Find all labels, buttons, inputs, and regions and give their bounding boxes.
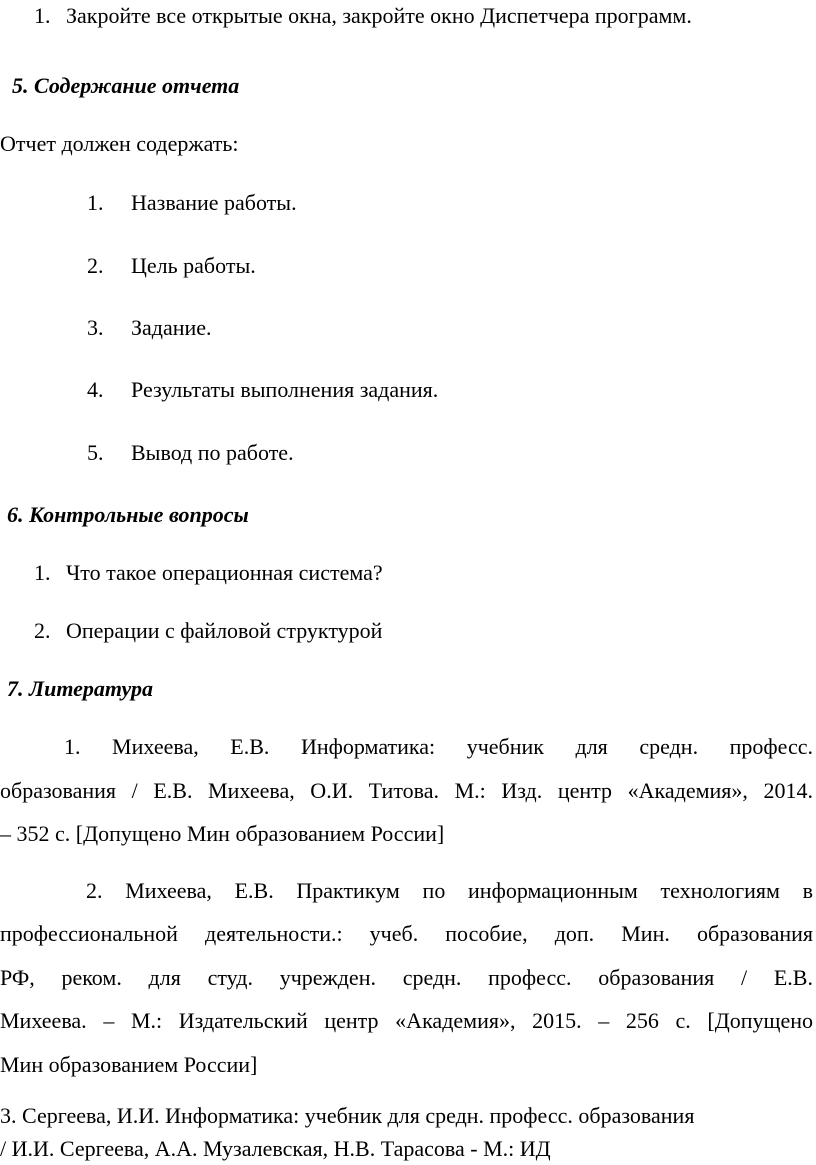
reference-line: образования / Е.В. Михеева, О.И. Титова. М.: Изд. центр «Академия», 2014. (0, 778, 813, 803)
reference-line: Мин образованием России] (0, 1052, 258, 1077)
section5-item-text: Цель работы. (131, 253, 256, 278)
section5-item-text: Задание. (131, 315, 212, 340)
section5-item-number: 2. (87, 253, 104, 278)
section6-item-text: Что такое операционная система? (66, 560, 383, 585)
section6-item-number: 1. (34, 560, 51, 585)
section6-item-text: Операции с файловой структурой (66, 618, 383, 643)
section5-item-text: Результаты выполнения задания. (131, 377, 439, 402)
reference-line: 3. Сергеева, И.И. Информатика: учебник для средн. професс. образования (0, 1103, 695, 1128)
section5-item-number: 4. (87, 377, 104, 402)
section5-item-number: 5. (87, 440, 104, 465)
reference-line: РФ, реком. для студ. учрежден. средн. професс. образования / Е.В. (0, 965, 813, 990)
section7-title: 7. Литература (7, 676, 153, 701)
reference-line: – 352 с. [Допущено Мин образованием России] (0, 821, 445, 846)
section5-item-text: Название работы. (131, 190, 297, 215)
reference-line: Михеева. – М.: Издательский центр «Академия», 2015. – 256 с. [Допущено (0, 1008, 813, 1033)
section5-item-text: Вывод по работе. (131, 440, 294, 465)
section5-intro: Отчет должен содержать: (0, 131, 239, 156)
section6-item-number: 2. (34, 618, 51, 643)
reference-line: 1. Михеева, Е.В. Информатика: учебник для средн. професс. (64, 734, 813, 759)
section5-item-number: 3. (87, 315, 104, 340)
section5-title: 5. Содержание отчета (12, 73, 240, 98)
top-item-number: 1. (34, 3, 51, 28)
reference-line: 2. Михеева, Е.В. Практикум по информационным технологиям в (86, 878, 813, 903)
reference-line: профессиональной деятельности.: учеб. пособие, доп. Мин. образования (0, 921, 813, 946)
reference-line: / И.И. Сергеева, А.А. Музалевская, Н.В. Тарасова - М.: ИД (0, 1136, 551, 1161)
section6-title: 6. Контрольные вопросы (7, 502, 249, 527)
section5-item-number: 1. (87, 190, 104, 215)
top-item-text: Закройте все открытые окна, закройте окно Диспетчера программ. (66, 3, 692, 28)
